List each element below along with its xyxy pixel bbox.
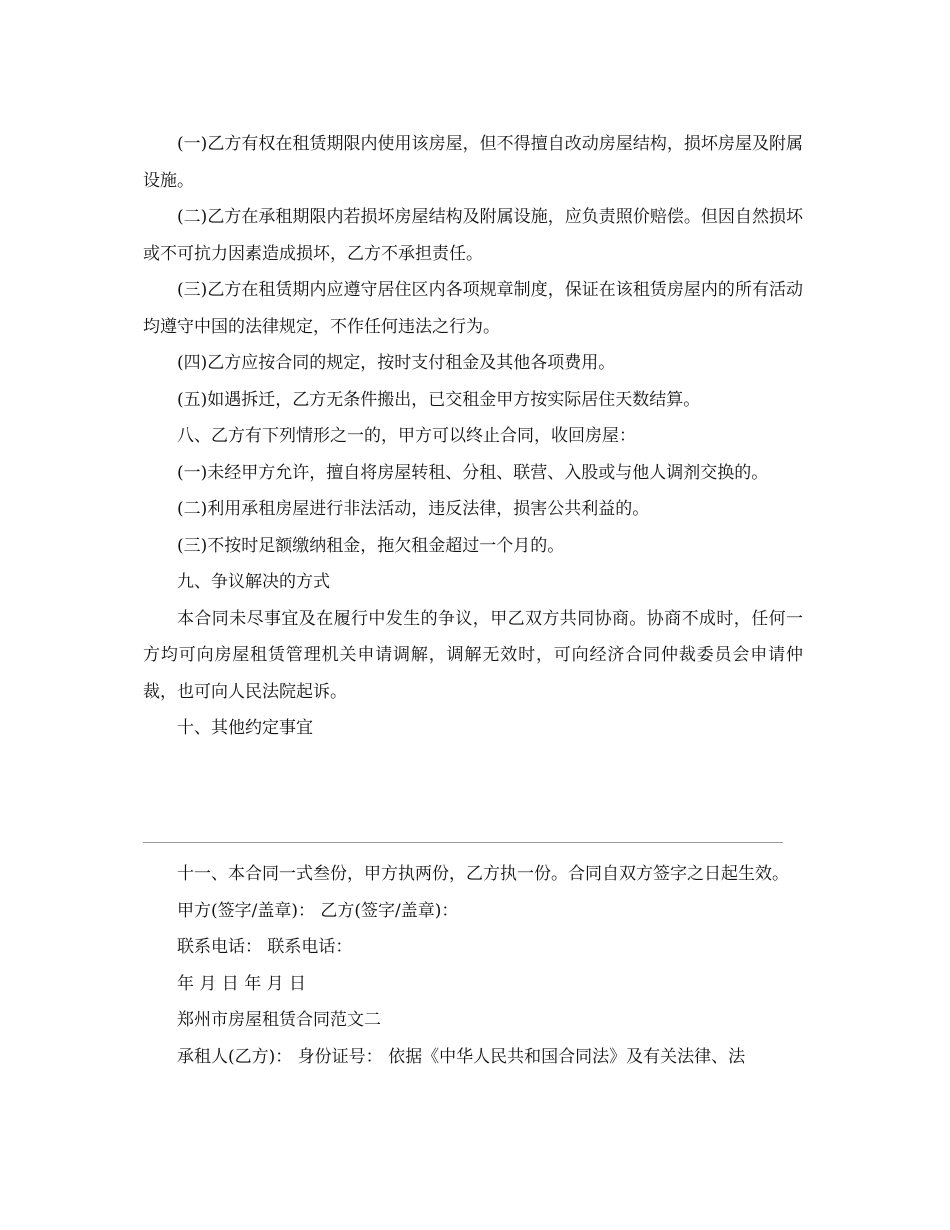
clause-paragraph: (五)如遇拆迁，乙方无条件搬出，已交租金甲方按实际居住天数结算。 (177, 389, 701, 410)
clause-paragraph: 本合同未尽事宜及在履行中发生的争议，甲乙双方共同协商。协商不成时，任何一方均可向房屋租赁管理机关申请调解，调解无效时，可向经济合同仲裁委员会申请仲裁，也可向人民法院起诉。 (143, 608, 803, 702)
phone-line: 联系电话： 联系电话： (177, 937, 353, 957)
signature-line: 甲方(签字/盖章)： 乙方(签字/盖章)： (177, 900, 459, 921)
date-line: 年 月 日 年 月 日 (177, 973, 307, 994)
clause-paragraph: (二)乙方在承租期限内若损坏房屋结构及附属设施，应负责照价赔偿。但因自然损坏或不可抗力因素造成损坏，乙方不承担责任。 (143, 207, 803, 264)
clause-paragraph: (一)乙方有权在租赁期限内使用该房屋，但不得擅自改动房屋结构，损坏房屋及附属设施。 (143, 134, 803, 191)
section-heading: 十、其他约定事宜 (177, 718, 313, 738)
document-subtitle: 郑州市房屋租赁合同范文二 (177, 1010, 381, 1030)
section-heading: 十一、本合同一式叁份，甲方执两份，乙方执一份。合同自双方签字之日起生效。 (177, 864, 789, 884)
page-divider (143, 842, 783, 843)
clause-paragraph: (三)乙方在租赁期内应遵守居住区内各项规章制度，保证在该租赁房屋内的所有活动均遵守中国的法律规定，不作任何违法之行为。 (143, 280, 803, 337)
section-heading: 八、乙方有下列情形之一的，甲方可以终止合同，收回房屋： (177, 426, 636, 446)
section-heading: 九、争议解决的方式 (177, 572, 330, 592)
contract-body-top (143, 126, 803, 747)
clause-paragraph: (一)未经甲方允许，擅自将房屋转租、分租、联营、入股或与他人调剂交换的。 (177, 462, 769, 483)
clause-paragraph: (二)利用承租房屋进行非法活动，违反法律，损害公共利益的。 (177, 499, 650, 519)
tenant-line: 承租人(乙方)： 身份证号： 依据《中华人民共和国合同法》及有关法律、法 (177, 1046, 746, 1067)
contract-body-bottom (143, 856, 803, 1075)
clause-paragraph: (三)不按时足额缴纳租金，拖欠租金超过一个月的。 (177, 535, 565, 556)
clause-paragraph: (四)乙方应按合同的规定，按时支付租金及其他各项费用。 (177, 353, 616, 373)
